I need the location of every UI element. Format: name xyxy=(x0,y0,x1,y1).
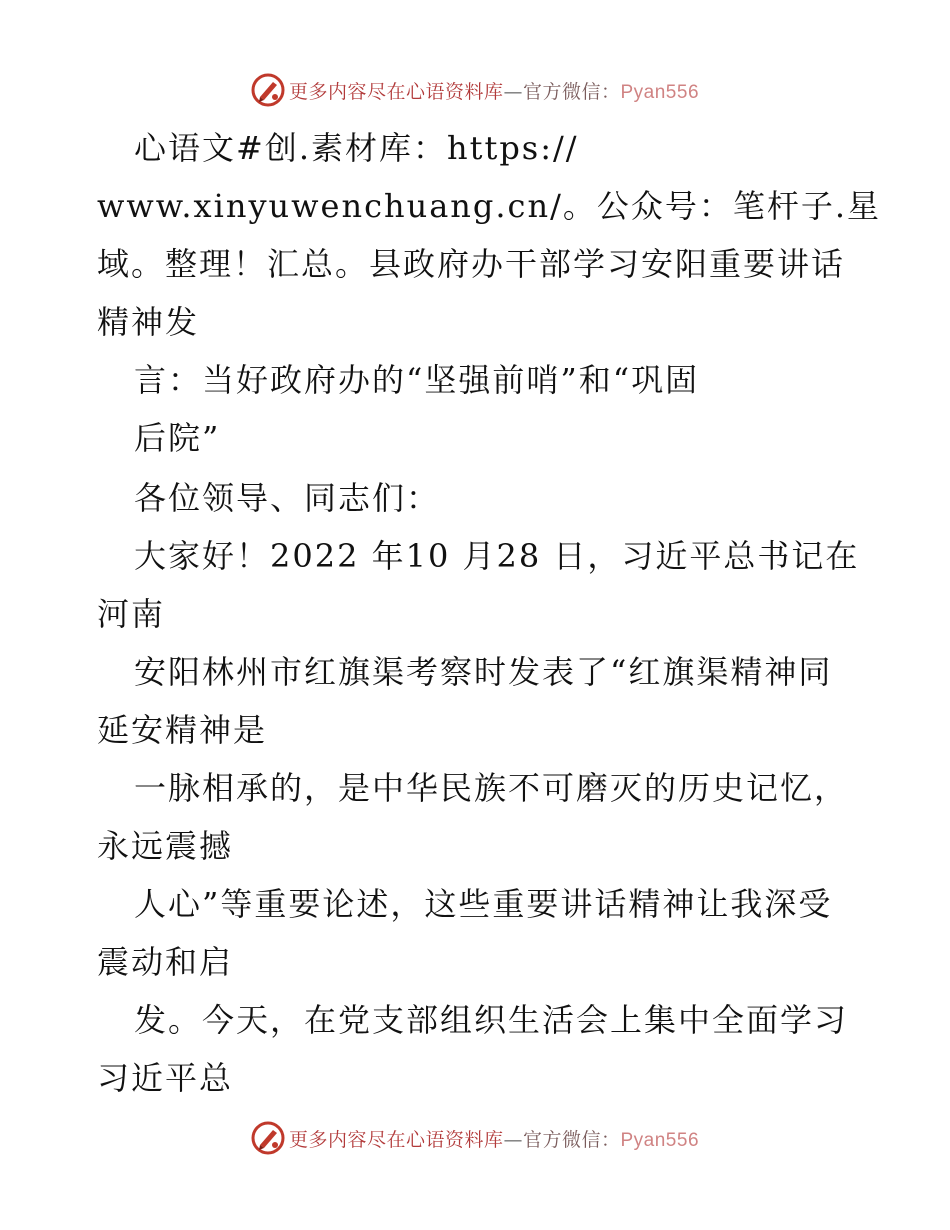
text-line: 安阳林州市红旗渠考察时发表了“红旗渠精神同 xyxy=(134,653,833,691)
text-line: 言：当好政府办的“坚强前哨”和“巩固 xyxy=(134,361,700,399)
footer-banner-text xyxy=(289,1125,699,1152)
header-banner[interactable] xyxy=(0,70,950,110)
text-line: 习近平总 xyxy=(97,1059,234,1097)
text-line: 后院” xyxy=(134,419,221,457)
text-line: 河南 xyxy=(97,595,166,633)
text-line: 各位领导、同志们： xyxy=(134,479,441,517)
text-line: 震动和启 xyxy=(97,943,234,981)
text-line: 延安精神是 xyxy=(97,711,268,749)
footer-banner-main: 更多内容尽在心语资料库 xyxy=(288,1128,504,1151)
red-circle-pen-logo-icon xyxy=(251,1121,285,1155)
footer-wechat-id: Pyan556 xyxy=(620,1129,700,1151)
text-line: 大家好！2022 年10 月28 日，习近平总书记在 xyxy=(134,537,860,575)
red-circle-pen-logo-icon xyxy=(251,73,285,107)
text-line: www.xinyuwenchuang.cn/。公众号：笔杆子.星 xyxy=(97,187,882,225)
text-line: 永远震撼 xyxy=(97,827,234,865)
footer-banner[interactable] xyxy=(0,1118,950,1158)
text-line: 精神发 xyxy=(97,303,200,341)
text-line: 发。今天，在党支部组织生活会上集中全面学习 xyxy=(134,1001,849,1039)
footer-banner-separator: — xyxy=(503,1128,523,1151)
header-wechat-id: Pyan556 xyxy=(620,81,700,103)
text-line: 域。整理！汇总。县政府办干部学习安阳重要讲话 xyxy=(97,245,846,283)
footer-wechat-label: 官方微信： xyxy=(522,1128,621,1151)
header-banner-text xyxy=(289,77,699,104)
text-line: 一脉相承的，是中华民族不可磨灭的历史记忆， xyxy=(134,769,849,807)
header-wechat-label: 官方微信： xyxy=(522,80,621,103)
text-line: 人心”等重要论述，这些重要讲话精神让我深受 xyxy=(134,885,833,923)
text-line: 心语文#创.素材库：https:// xyxy=(134,129,579,167)
header-banner-separator: — xyxy=(503,80,523,103)
header-banner-main: 更多内容尽在心语资料库 xyxy=(288,80,504,103)
